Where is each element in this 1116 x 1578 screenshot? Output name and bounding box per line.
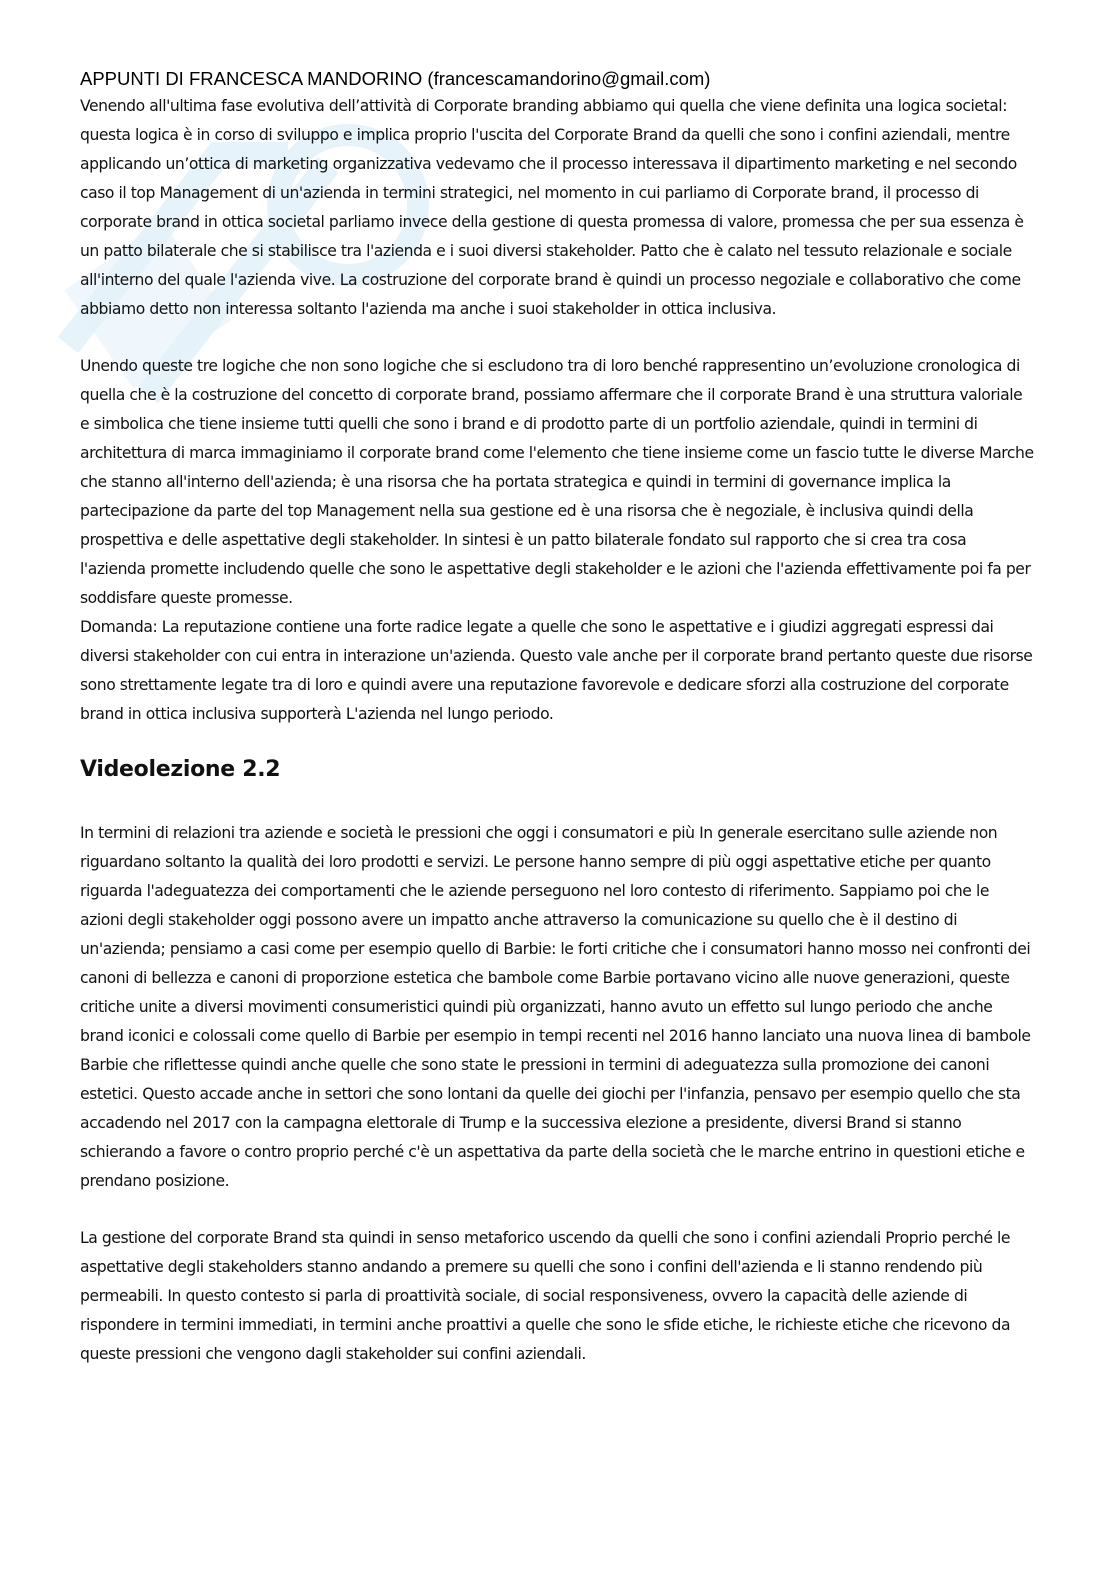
section-heading: Videolezione 2.2 [80, 757, 281, 782]
paragraph-societal-logic: Venendo all'ultima fase evolutiva dell’attività di Corporate branding abbiamo qui quella che viene definita una logica societal: questa logica è in corso di sviluppo e implica proprio l'uscita del Corporate Brand da quelli che sono i confini aziendali, mentre applicando un’ottica di marketing organizzativa vedevamo che il processo interessava il dipartimento marketing e nel secondo caso il top Management di un'azienda in termini strategici, nel momento in cui parliamo di Corporate brand, il processo di corporate brand in ottica societal parliamo invece della gestione di questa promessa di valore, promessa che per sua essenza è un patto bilaterale che si stabilisce tra l'azienda e i suoi diversi stakeholder. Patto che è calato nel tessuto relazionale e sociale all'interno del quale l'azienda vive. La costruzione del corporate brand è quindi un processo negoziale e collaborativo che come abbiamo detto non interessa soltanto l'azienda ma anche i suoi stakeholder in ottica inclusiva. [80, 97, 1024, 318]
paragraph-corporate-brand-management: La gestione del corporate Brand sta quindi in senso metaforico uscendo da quelli che sono i confini aziendali Proprio perché le aspettative degli stakeholders stanno andando a premere su quelli che sono i confini dell'azienda e li stanno rendendo più permeabili. In questo contesto si parla di proattività sociale, di social responsiveness, ovvero la capacità delle aziende di rispondere in termini immediati, in termini anche proattivi a quelle che sono le sfide etiche, le richieste etiche che ricevono da queste pressioni che vengono dagli stakeholder sui confini aziendali. [80, 1229, 1011, 1363]
paragraph-domanda: Domanda: La reputazione contiene una forte radice legate a quelle che sono le aspettative e i giudizi aggregati espressi dai diversi stakeholder con cui entra in interazione un'azienda. Questo vale anche per il corporate brand pertanto queste due risorse sono strettamente legate tra di loro e quindi avere una reputazione favorevole e dedicare sforzi alla costruzione del corporate brand in ottica inclusiva supporterà L'azienda nel lungo periodo. [80, 618, 1033, 723]
paragraph-relations: In termini di relazioni tra aziende e società le pressioni che oggi i consumatori e più In generale esercitano sulle aziende non riguardano soltanto la qualità dei loro prodotti e servizi. Le persone hanno sempre di più oggi aspettative etiche per quanto riguarda l'adeguatezza dei comportamenti che le aziende perseguono nel loro contesto di riferimento. Sappiamo poi che le azioni degli stakeholder oggi possono avere un impatto anche attraverso la comunicazione su quello che è il destino di un'azienda; pensiamo a casi come per esempio quello di Barbie: le forti critiche che i consumatori hanno mosso nei confronti dei canoni di bellezza e canoni di proporzione estetica che bambole come Barbie portavano vicino alle nuove generazioni, queste critiche unite a diversi movimenti consumeristici quindi più organizzati, hanno avuto un effetto sul lungo periodo che anche brand iconici e colossali come quello di Barbie per esempio in tempi recenti nel 2016 hanno lanciato una nuova linea di bambole Barbie che riflettesse quindi anche quelle che sono state le pressioni in termini di adeguatezza sulla promozione dei canoni estetici. Questo accade anche in settori che sono lontani da quelle dei giochi per l'infanzia, pensavo per esempio quello che sta accadendo nel 2017 con la campagna elettorale di Trump e la successiva elezione a presidente, diversi Brand si stanno schierando a favore o contro proprio perché c'è un aspettativa da parte della società che le marche entrino in questioni etiche e prendano posizione. [80, 824, 1031, 1190]
author-header: APPUNTI DI FRANCESCA MANDORINO (francescamandorino@gmail.com) [80, 68, 711, 89]
document-body [80, 66, 1035, 1369]
paragraph-three-logics: Unendo queste tre logiche che non sono logiche che si escludono tra di loro benché rappresentino un’evoluzione cronologica di quella che è la costruzione del concetto di corporate brand, possiamo affermare che il corporate Brand è una struttura valoriale e simbolica che tiene insieme tutti quelli che sono i brand e di prodotto parte di un portfolio aziendale, quindi in termini di architettura di marca immaginiamo il corporate brand come l'elemento che tiene insieme come un fascio tutte le diverse Marche che stanno all'interno dell'azienda; è una risorsa che ha portata strategica e quindi in termini di governance implica la partecipazione da parte del top Management nella sua gestione ed è una risorsa che è negoziale, è inclusiva quindi della prospettiva e delle aspettative degli stakeholder. In sintesi è un patto bilaterale fondato sul rapporto che si crea tra cosa l'azienda promette includendo quelle che sono le aspettative degli stakeholder e le azioni che l'azienda effettivamente poi fa per soddisfare queste promesse. [80, 357, 1034, 607]
